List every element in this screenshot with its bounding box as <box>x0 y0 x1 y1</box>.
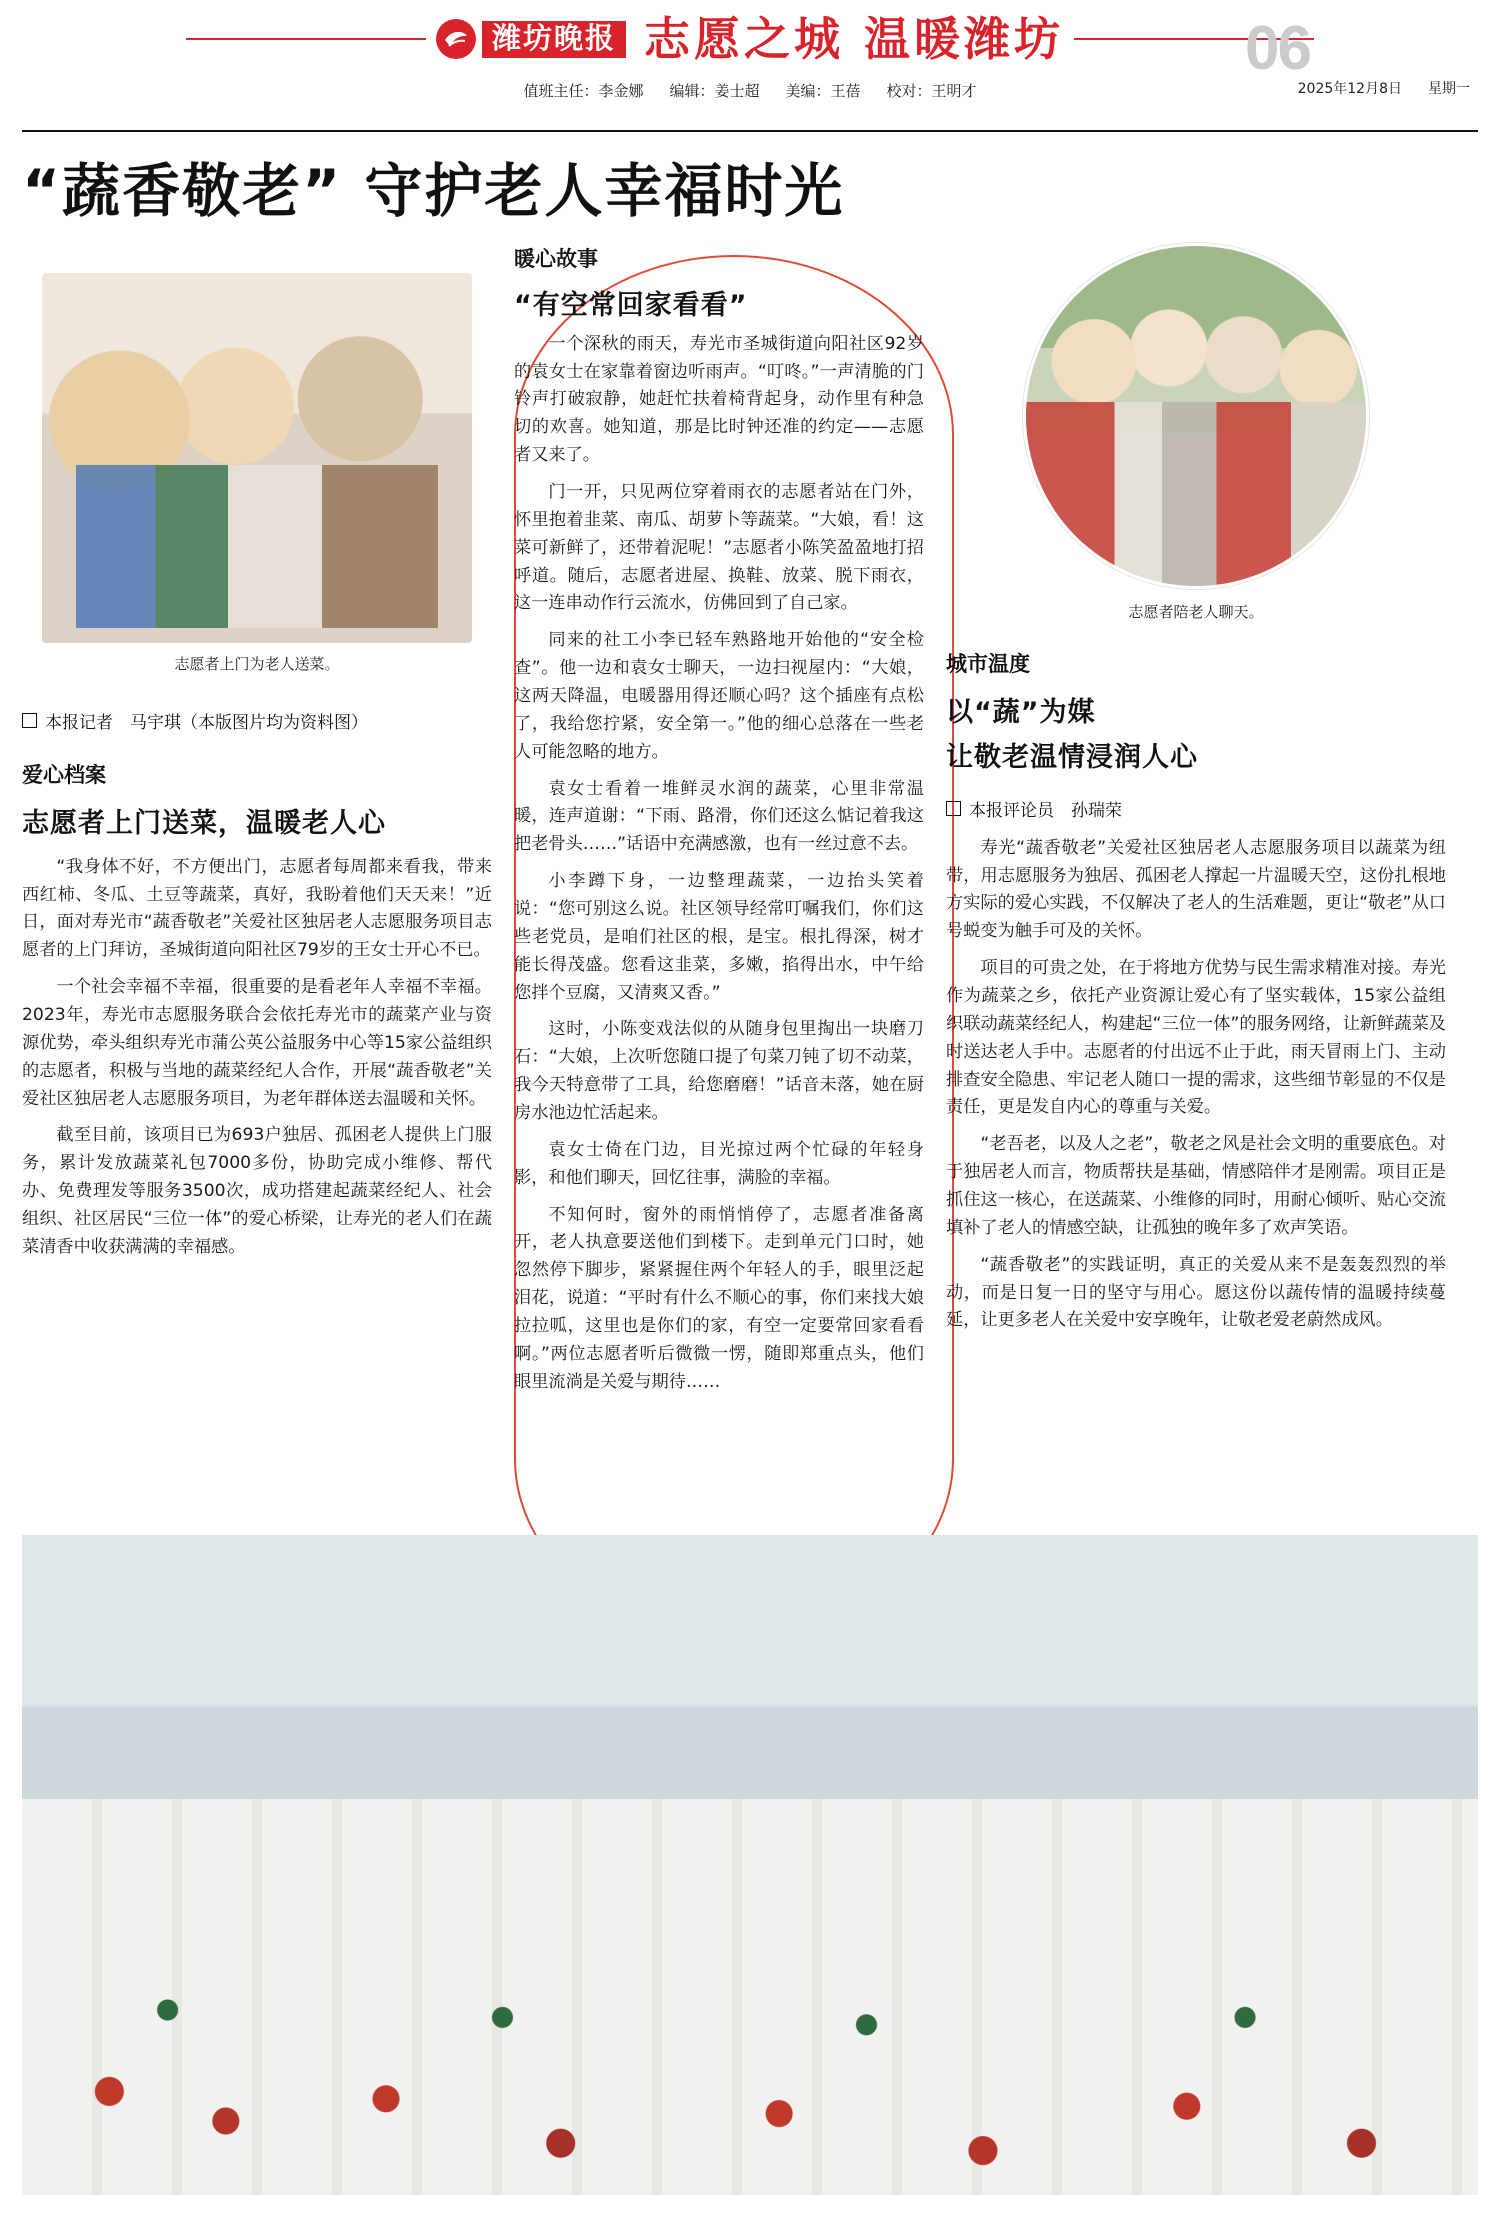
square-bullet-icon <box>946 801 961 816</box>
column-right <box>946 243 1446 1663</box>
section-label-story: 暖心故事 <box>514 246 598 271</box>
photo-volunteers-delivering <box>42 273 472 643</box>
rule-left <box>186 38 426 40</box>
paper-name: 潍坊晚报 <box>482 21 626 58</box>
page-title: “蔬香敬老” 守护老人幸福时光 <box>22 157 845 225</box>
column-middle <box>514 243 924 1663</box>
reporter-byline <box>22 708 492 733</box>
section-label-archive: 爱心档案 <box>22 762 106 787</box>
column-left <box>22 243 492 1663</box>
swallow-icon <box>436 19 476 59</box>
subhead-right-line1: 以“蔬”为媒 <box>946 696 1096 728</box>
commentator-byline <box>946 796 1446 821</box>
credit-art-editor: 美编：王蓓 <box>785 82 861 100</box>
section-label-city-warmth: 城市温度 <box>946 651 1030 676</box>
paper-logo <box>436 19 626 59</box>
paragraph: 这时，小陈变戏法似的从随身包里掏出一块磨刀石：“大娘，上次听您随口提了句菜刀钝了切不动菜，我今天特意带了工具，给您磨磨！”话音未落，她在厨房水池边忙活起来。 <box>514 1019 924 1124</box>
masthead-date <box>1298 78 1470 98</box>
paragraph: “我身体不好，不方便出门，志愿者每周都来看我，带来西红柿、冬瓜、土豆等蔬菜，真好，我盼着他们天天来！”近日，面对寿光市“蔬香敬老”关爱社区独居老人志愿服务项目志愿者的上门拜访，圣城街道向阳社区79岁的王女士开心不已。 <box>22 856 492 961</box>
masthead-credits <box>523 80 976 101</box>
photo-caption-right: 志愿者陪老人聊天。 <box>1128 602 1264 621</box>
masthead-title: 志愿之城 温暖潍坊 <box>644 12 1065 66</box>
subhead-right-line2: 让敬老温情浸润人心 <box>946 741 1198 773</box>
paragraph: 一个社会幸福不幸福，很重要的是看老年人幸福不幸福。2023年，寿光市志愿服务联合会依托寿光市的蔬菜产业与资源优势，牵头组织寿光市蒲公英公益服务中心等15家公益组织的志愿者，积极与当地的蔬菜经纪人合作，开展“蔬香敬老”关爱社区独居老人志愿服务项目，为老年群体送去温暖和关怀。 <box>22 977 492 1109</box>
paragraph: 门一开，只见两位穿着雨衣的志愿者站在门外，怀里抱着韭菜、南瓜、胡萝卜等蔬菜。“大娘，看！这菜可新鲜了，还带着泥呢！”志愿者小陈笑盈盈地打招呼道。随后，志愿者进屋、换鞋、放菜、脱下雨衣，这一连串动作行云流水，仿佛回到了自己家。 <box>514 481 924 614</box>
credit-editor: 编辑：姜士超 <box>669 82 760 100</box>
paragraph: 一个深秋的雨天，寿光市圣城街道向阳社区92岁的袁女士在家靠着窗边听雨声。“叮咚。”一声清脆的门铃声打破寂静，她赶忙扶着椅背起身，动作里有种急切的欢喜。她知道，那是比时钟还准的约定——志愿者又来了。 <box>514 333 924 466</box>
story-title: “有空常回家看看” <box>514 289 748 321</box>
paragraph: 项目的可贵之处，在于将地方优势与民生需求精准对接。寿光作为蔬菜之乡，依托产业资源让爱心有了坚实载体，15家公益组织联动蔬菜经纪人，构建起“三位一体”的服务网络，让新鲜蔬菜及时送达老人手中。志愿者的付出远不止于此，雨天冒雨上门、主动排查安全隐患、牢记老人随口一提的需求，这些细节彰显的不仅是责任，更是发自内心的尊重与关爱。 <box>946 958 1446 1118</box>
paragraph: “老吾老，以及人之老”，敬老之风是社会文明的重要底色。对于独居老人而言，物质帮扶是基础，情感陪伴才是刚需。项目正是抓住这一核心，在送蔬菜、小维修的同时，用耐心倾听、贴心交流填补了老人的情感空缺，让孤独的晚年多了欢声笑语。 <box>946 1134 1446 1238</box>
photo-volunteers-chatting <box>1023 243 1369 589</box>
paragraph: 袁女士倚在门边，目光掠过两个忙碌的年轻身影，和他们聊天，回忆往事，满脸的幸福。 <box>514 1139 924 1188</box>
paragraph: 小李蹲下身，一边整理蔬菜，一边抬头笑着说：“您可别这么说。社区领导经常叮嘱我们，你们这些老党员，是咱们社区的根，是宝。根扎得深，树才能长得茂盛。您看这韭菜，多嫩，掐得出水，中午给您拌个豆腐，又清爽又香。” <box>514 871 924 1003</box>
publish-weekday: 星期一 <box>1428 81 1470 97</box>
paragraph: “蔬香敬老”的实践证明，真正的关爱从来不是轰轰烈烈的举动，而是日复一日的坚守与用心。愿这份以蔬传情的温暖持续蔓延，让更多老人在关爱中安享晚年，让敬老爱老蔚然成风。 <box>946 1254 1446 1331</box>
paragraph: 寿光“蔬香敬老”关爱社区独居老人志愿服务项目以蔬菜为纽带，用志愿服务为独居、孤困老人撑起一片温暖天空，这份扎根地方实际的爱心实践，不仅解决了老人的生活难题，更让“敬老”从口号蜕变为触手可及的关怀。 <box>946 837 1446 942</box>
subhead-left: 志愿者上门送菜，温暖老人心 <box>22 807 386 839</box>
page-number: 06 <box>1245 14 1310 83</box>
paragraph: 袁女士看着一堆鲜灵水润的蔬菜，心里非常温暖，连声道谢：“下雨、路滑，你们还这么惦记着我这把老骨头……”话语中充满感激，也有一丝过意不去。 <box>514 778 924 855</box>
photo-packing-vegetables <box>22 1535 1478 2195</box>
paragraph: 截至目前，该项目已为693户独居、孤困老人提供上门服务，累计发放蔬菜礼包7000多份，协助完成小维修、帮代办、免费理发等服务3500次，成功搭建起蔬菜经纪人、社会组织、社区居民“三位一体”的爱心桥梁，让寿光的老人们在蔬菜清香中收获满满的幸福感。 <box>22 1125 492 1257</box>
commentator-name: 本报评论员 孙瑞荣 <box>969 800 1122 821</box>
reporter-name: 本报记者 马宇琪（本版图片均为资料图） <box>45 712 368 733</box>
square-bullet-icon <box>22 713 37 728</box>
credit-duty-editor: 值班主任：李金娜 <box>523 82 644 100</box>
publish-date: 2025年12月8日 <box>1297 81 1402 97</box>
credit-proofreader: 校对：王明才 <box>886 82 977 100</box>
photo-caption-left: 志愿者上门为老人送菜。 <box>174 654 340 673</box>
article-body <box>22 243 1478 1663</box>
paragraph: 不知何时，窗外的雨悄悄停了，志愿者准备离开，老人执意要送他们到楼下。走到单元门口时，她忽然停下脚步，紧紧握住两个年轻人的手，眼里泛起泪花，说道：“平时有什么不顺心的事，你们来找大娘拉拉呱，这里也是你们的家，有空一定要常回家看看啊。”两位志愿者听后微微一愣，随即郑重点头，他们眼里流淌是关爱与期待…… <box>514 1204 924 1392</box>
masthead <box>22 0 1478 132</box>
paragraph: 同来的社工小李已轻车熟路地开始他的“安全检查”。他一边和袁女士聊天，一边扫视屋内：“大娘，这两天降温，电暖器用得还顺心吗？这个插座有点松了，我给您拧紧，安全第一。”他的细心总落在一些老人可能忽略的地方。 <box>514 630 924 762</box>
